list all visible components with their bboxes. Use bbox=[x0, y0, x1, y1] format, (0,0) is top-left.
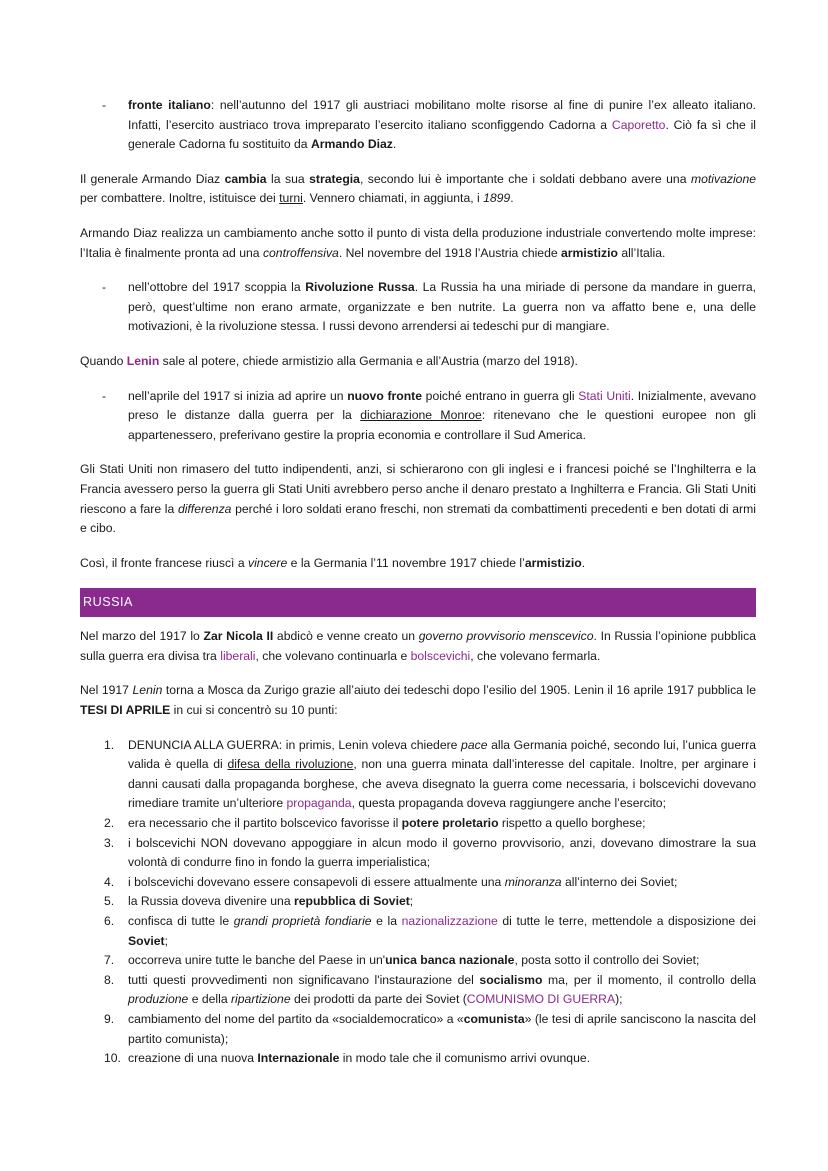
dash-bullet: - bbox=[102, 98, 107, 112]
text-run: in cui si concentrò su 10 punti: bbox=[170, 703, 338, 718]
text-run: . Ciò fa sì che il generale Cadorna fu sostituito da bbox=[128, 117, 756, 152]
text-run: i bolscevichi dovevano essere consapevoli di essere attualmente una bbox=[128, 874, 505, 889]
thesis-number: 6. bbox=[104, 914, 115, 928]
text-run: Il generale Armando Diaz bbox=[80, 171, 225, 186]
text-run: i bolscevichi NON dovevano appoggiare in alcun modo il governo provvisorio, anzi, dovevano dimostrare la sua volontà di condurre fino in fondo la guerra imperialistica; bbox=[128, 835, 756, 870]
thesis-item bbox=[80, 892, 756, 912]
bold-text: fronte italiano bbox=[128, 98, 211, 112]
bold-text: Armando Diaz bbox=[310, 137, 393, 152]
intro-section bbox=[80, 96, 756, 573]
text-run: perché i loro soldati erano freschi, non stremati da combattimenti precedenti e ben dotati di armi e cibo. bbox=[80, 501, 756, 536]
text-run: : ritenevano che le questioni europee non gli appartenessero, preferivano gestire la propria economia e controllare il Sud America. bbox=[128, 408, 757, 442]
russia-section bbox=[80, 627, 756, 720]
bold-text: Internazionale bbox=[257, 1051, 340, 1066]
text-run: Nel 1917 bbox=[80, 683, 133, 698]
paragraph bbox=[80, 352, 756, 372]
text-run: creazione di una nuova bbox=[128, 1051, 258, 1066]
text-run: . Nel novembre del 1918 l’Austria chiede bbox=[338, 245, 562, 260]
text-run: Armando Diaz realizza un cambiamento anche sotto il punto di vista della produzione industriale convertendo molte imprese: l’Italia è finalmente pronta ad una bbox=[80, 225, 756, 260]
highlight-text: liberali bbox=[220, 648, 256, 663]
text-run: di tutte le terre, mettendole a disposizione dei bbox=[497, 914, 756, 928]
text-run: in modo tale che il comunismo arrivi ovunque. bbox=[339, 1051, 591, 1066]
bold-text: Soviet bbox=[128, 933, 165, 948]
bold-text: TESI DI APRILE bbox=[80, 703, 171, 718]
highlight-text: Stati Uniti bbox=[578, 388, 631, 403]
text-run: . Inizialmente, avevano preso le distanze dalla guerra per la bbox=[128, 388, 756, 423]
text-run: nell’aprile del 1917 si inizia ad aprire un bbox=[128, 388, 348, 403]
thesis-number: 4. bbox=[104, 874, 115, 889]
text-run: dei prodotti da parte dei Soviet ( bbox=[290, 992, 467, 1007]
april-theses-list bbox=[80, 736, 756, 1069]
thesis-item bbox=[80, 873, 756, 893]
text-run: , secondo lui è importante che i soldati debbano avere una bbox=[359, 171, 691, 186]
thesis-item bbox=[80, 971, 756, 1010]
bold-text: repubblica di Soviet bbox=[293, 894, 410, 909]
bold-text: armistizio bbox=[561, 245, 618, 260]
text-run: . Vennero chiamati, in aggiunta, i bbox=[302, 191, 484, 206]
text-run: alla Germania poiché, secondo lui, l’unica guerra valida è quella di bbox=[128, 737, 756, 772]
text-run: , che volevano continuarla e bbox=[255, 648, 411, 663]
thesis-item bbox=[80, 912, 756, 951]
text-run: confisca di tutte le bbox=[128, 914, 234, 928]
text-run: era necessario che il partito bolscevico favorisse il bbox=[128, 816, 402, 831]
bold-text: unica banca nazionale bbox=[385, 953, 515, 968]
thesis-item bbox=[80, 814, 756, 834]
dash-list-item bbox=[80, 96, 756, 155]
underlined-text: difesa della rivoluzione bbox=[227, 757, 354, 772]
bold-text: cambia bbox=[224, 171, 267, 186]
text-run: Così, il fronte francese riuscì a bbox=[80, 555, 248, 570]
paragraph bbox=[80, 224, 756, 263]
bold-text: potere proletario bbox=[401, 816, 499, 831]
text-run: e la bbox=[371, 914, 402, 928]
text-run: . In Russia l’opinione pubblica sulla guerra era divisa tra bbox=[80, 629, 756, 663]
text-run: nell’ottobre del 1917 scoppia la bbox=[128, 280, 306, 295]
dash-bullet: - bbox=[102, 280, 107, 295]
highlight-text: nazionalizzazione bbox=[401, 914, 498, 928]
highlight-text: COMUNISMO DI GUERRA bbox=[466, 992, 616, 1007]
text-run: . bbox=[392, 137, 397, 152]
text-run: tutti questi provvedimenti non significavano l'instaurazione del bbox=[128, 972, 480, 987]
paragraph bbox=[80, 627, 756, 666]
thesis-number: 3. bbox=[104, 835, 115, 850]
thesis-number: 10. bbox=[104, 1051, 121, 1066]
text-run: occorreva unire tutte le banche del Paese in un' bbox=[128, 953, 386, 968]
thesis-number: 9. bbox=[104, 1011, 115, 1026]
text-run: poiché entrano in guerra gli bbox=[421, 388, 579, 403]
highlight-text: bolscevichi bbox=[410, 648, 471, 663]
italic-text: differenza bbox=[177, 501, 232, 516]
bold-text: Lenin bbox=[126, 353, 160, 368]
bold-text: Zar Nicola II bbox=[203, 629, 274, 644]
bold-text: nuovo fronte bbox=[347, 388, 422, 403]
underlined-text: dichiarazione Monroe bbox=[360, 408, 482, 423]
text-run: » (le tesi di aprile sanciscono la nascita del partito comunista); bbox=[128, 1011, 756, 1046]
italic-text: vincere bbox=[247, 555, 288, 570]
text-run: rispetto a quello borghese; bbox=[498, 816, 646, 831]
text-run: la sua bbox=[266, 171, 310, 186]
paragraph bbox=[80, 170, 756, 209]
text-run: Gli Stati Uniti non rimasero del tutto indipendenti, anzi, si schierarono con gli inglesi e i francesi poiché se l’Inghilterra e la Francia avessero perso la guerra gli Stati Uniti avrebbero perso anche il denaro prestato a Inghilterra e Francia. Gli Stati Uniti riescono a fare la bbox=[80, 462, 756, 516]
thesis-item bbox=[80, 951, 756, 971]
text-run: torna a Mosca da Zurigo grazie all’aiuto dei tedeschi dopo l’esilio del 1905. Lenin il 16 aprile 1917 pubblica le bbox=[162, 683, 756, 698]
bold-text: comunista bbox=[463, 1011, 525, 1026]
paragraph bbox=[80, 460, 756, 538]
italic-text: pace bbox=[461, 737, 488, 752]
text-run: : nell’autunno del 1917 gli austriaci mobilitano molte risorse al fine di punire l’ex alleato italiano. Infatti, l’esercito austriaco trova impreparato l’esercito italiano sconfiggendo Cadorna a bbox=[128, 98, 756, 132]
thesis-number: 8. bbox=[104, 972, 115, 987]
paragraph bbox=[80, 554, 756, 574]
italic-text: governo provvisorio menscevico bbox=[418, 629, 594, 644]
text-run: all’interno dei Soviet; bbox=[561, 874, 678, 889]
document-page bbox=[80, 96, 756, 1069]
text-run: ma, per il momento, il controllo della bbox=[542, 972, 756, 987]
text-run: cambiamento del nome del partito da «socialdemocratico» a « bbox=[128, 1011, 464, 1026]
text-run: . La Russia ha una miriade di persone da mandare in guerra, però, quest’ultime non erano armate, organizzate e ben nutrite. La guerra non va affatto bene e, una delle motivazioni, è la rivoluzione stessa. I russi devono arrendersi ai tedeschi pur di mangiare. bbox=[128, 280, 756, 334]
dash-list-item bbox=[80, 278, 756, 337]
text-run: ); bbox=[615, 992, 623, 1007]
italic-text: 1899 bbox=[483, 191, 511, 206]
italic-text: ripartizione bbox=[231, 992, 291, 1007]
text-run: all’Italia. bbox=[617, 245, 666, 260]
highlight-text: Caporetto bbox=[611, 117, 666, 132]
thesis-item bbox=[80, 834, 756, 873]
thesis-item bbox=[80, 1010, 756, 1049]
text-run: DENUNCIA ALLA GUERRA: in primis, Lenin voleva chiedere bbox=[128, 737, 462, 752]
text-run: , posta sotto il controllo dei Soviet; bbox=[514, 953, 700, 968]
italic-text: minoranza bbox=[504, 874, 562, 889]
italic-text: grandi proprietà fondiarie bbox=[233, 914, 372, 928]
dash-bullet: - bbox=[102, 388, 107, 403]
bold-text: strategia bbox=[309, 171, 360, 186]
thesis-number: 5. bbox=[104, 894, 115, 909]
bold-text: Rivoluzione Russa bbox=[305, 280, 415, 295]
text-run: . bbox=[581, 555, 586, 570]
text-run: , non una guerra minata dall’interesse del capitale. Inoltre, per arginare i danni causati dalla propaganda borghese, che aveva disegnato la guerra come necessaria, i bolscevichi dovevano rimediare tramite un’ulteriore bbox=[128, 757, 756, 811]
text-run: abdicò e venne creato un bbox=[273, 629, 419, 644]
thesis-number: 7. bbox=[104, 953, 115, 968]
text-run: la Russia doveva divenire una bbox=[128, 894, 294, 909]
thesis-number: 2. bbox=[104, 816, 115, 831]
dash-list-item bbox=[80, 387, 756, 446]
bold-text: socialismo bbox=[479, 972, 543, 987]
section-header-russia bbox=[80, 588, 756, 617]
paragraph bbox=[80, 681, 756, 720]
italic-text: Lenin bbox=[132, 683, 163, 698]
text-run: Nel marzo del 1917 lo bbox=[80, 629, 204, 644]
thesis-item bbox=[80, 1049, 756, 1069]
text-run: ; bbox=[164, 933, 168, 948]
italic-text: controffensiva bbox=[262, 245, 339, 260]
italic-text: motivazione bbox=[690, 171, 757, 186]
text-run: sale al potere, chiede armistizio alla Germania e all’Austria (marzo del 1918). bbox=[159, 353, 578, 368]
thesis-item bbox=[80, 736, 756, 814]
text-run: , questa propaganda doveva raggiungere anche l’esercito; bbox=[351, 796, 666, 811]
thesis-number: 1. bbox=[104, 737, 115, 752]
highlight-text: propaganda bbox=[286, 796, 352, 811]
bold-text: armistizio bbox=[524, 555, 582, 570]
text-run: per combattere. Inoltre, istituisce dei bbox=[80, 191, 280, 206]
text-run: e della bbox=[188, 992, 231, 1007]
text-run: Quando bbox=[80, 353, 127, 368]
section-title: RUSSIA bbox=[83, 595, 133, 610]
underlined-text: turni bbox=[279, 191, 303, 206]
text-run: . bbox=[510, 191, 514, 206]
italic-text: produzione bbox=[128, 992, 189, 1007]
text-run: ; bbox=[409, 894, 414, 909]
text-run: e la Germania l’11 novembre 1917 chiede l’ bbox=[287, 555, 525, 570]
text-run: , che volevano fermarla. bbox=[470, 648, 601, 663]
